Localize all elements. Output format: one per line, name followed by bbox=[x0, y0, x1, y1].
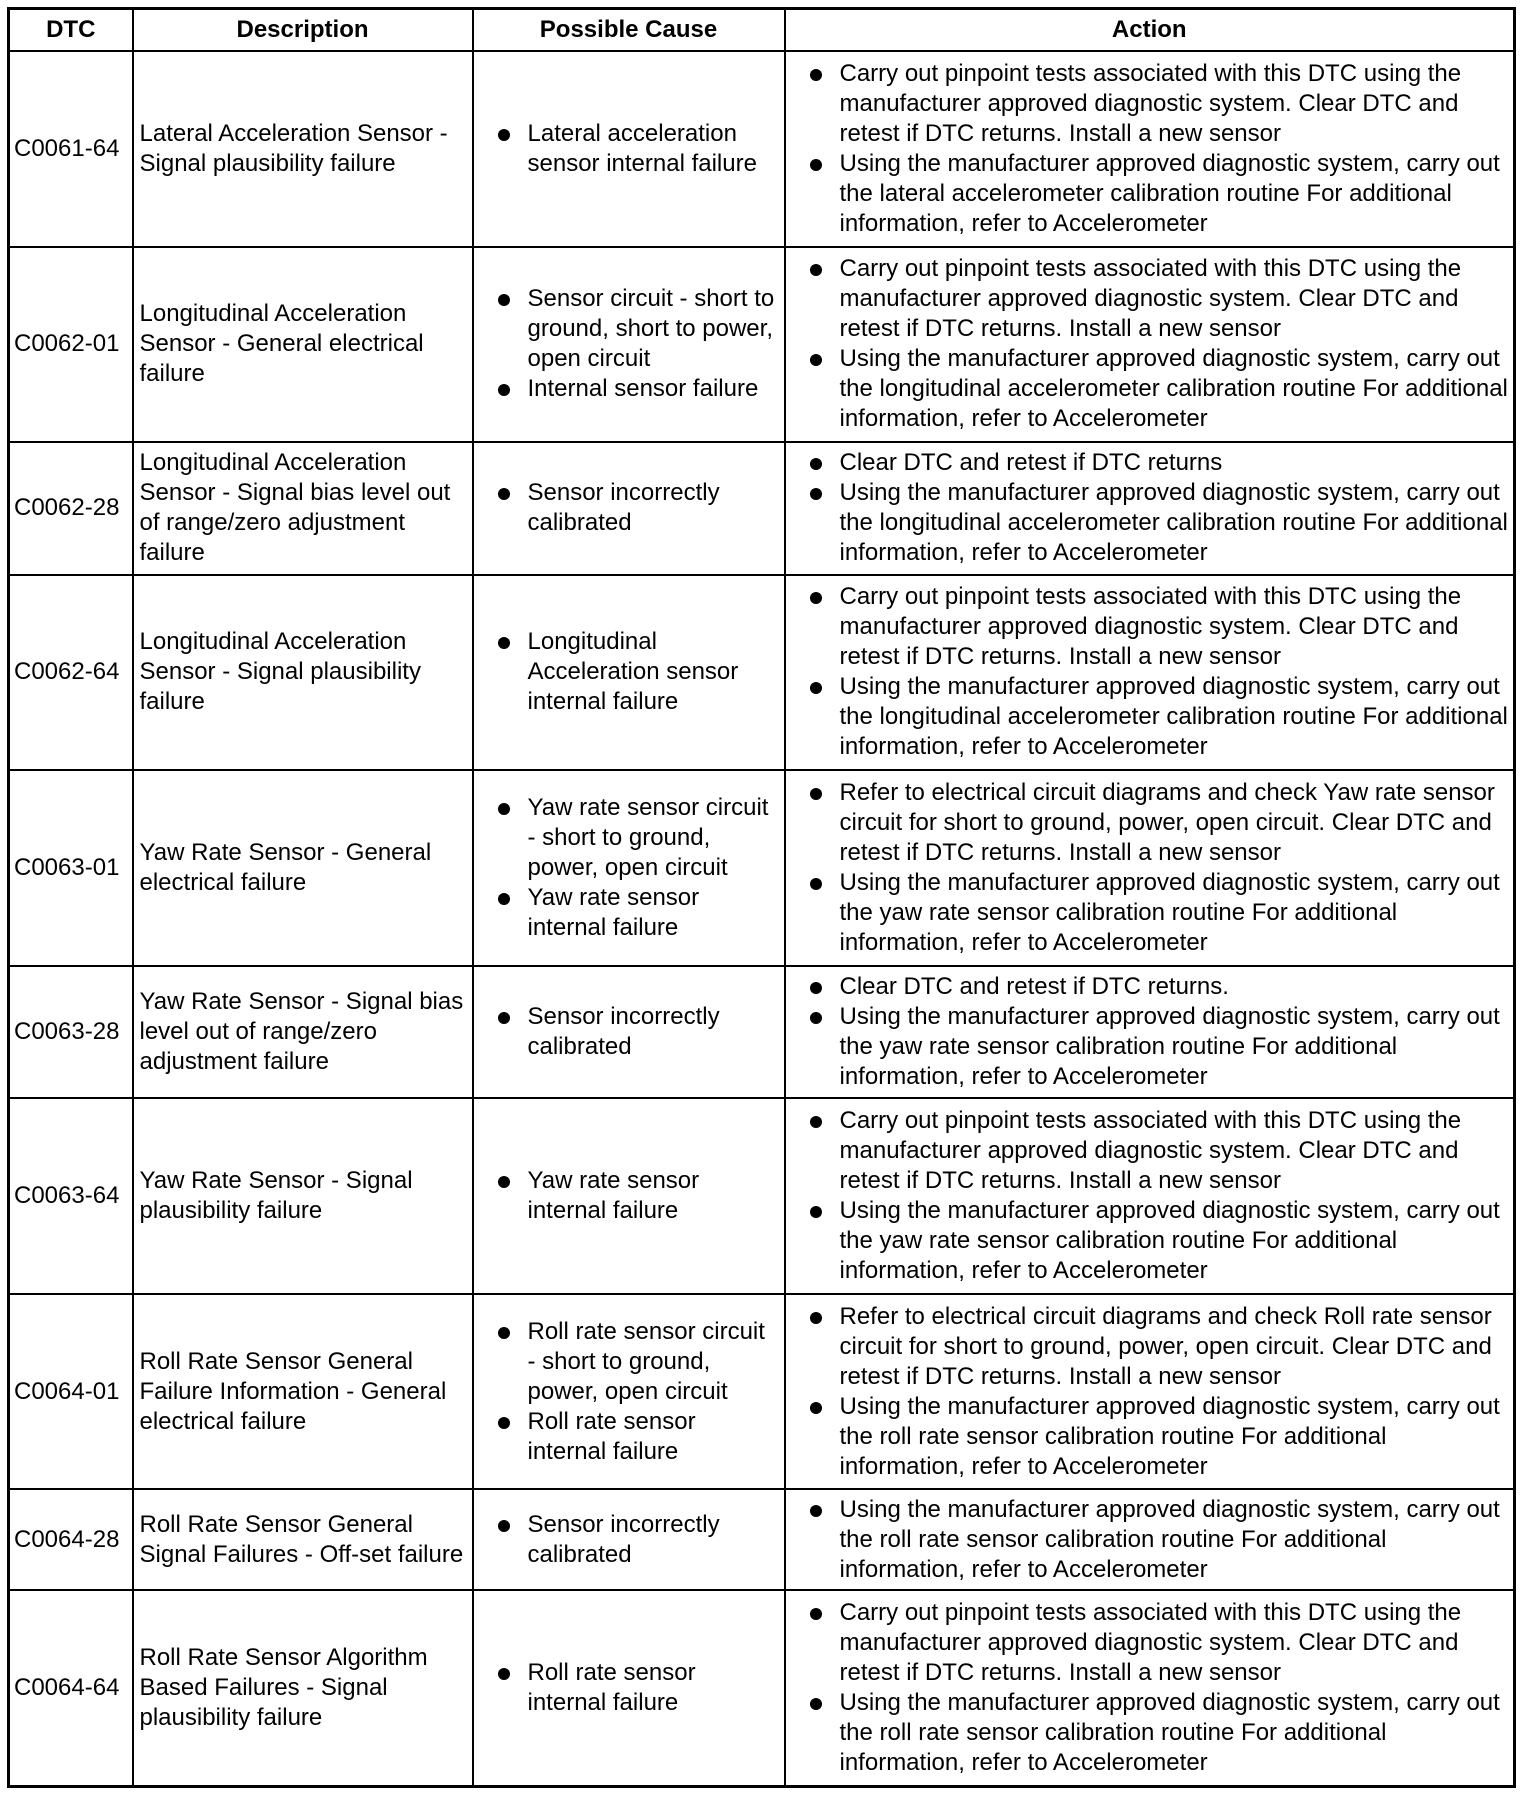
dtc-code: C0064-28 bbox=[9, 1489, 133, 1590]
table-body bbox=[9, 51, 1515, 1787]
action-item: Refer to electrical circuit diagrams and check Roll rate sensor circuit for short to ground, power, open circuit. Clear DTC and retest if DTC returns. Install a new sensor bbox=[808, 1302, 1510, 1392]
dtc-description: Yaw Rate Sensor - Signal bias level out of range/zero adjustment failure bbox=[133, 966, 473, 1098]
possible-cause-item: Sensor circuit - short to ground, short to power, open circuit bbox=[496, 284, 780, 374]
action-cell bbox=[785, 442, 1515, 574]
action-cell bbox=[785, 247, 1515, 443]
dtc-description: Longitudinal Acceleration Sensor - General electrical failure bbox=[133, 247, 473, 443]
action-list bbox=[808, 1598, 1510, 1778]
possible-cause-cell bbox=[473, 1098, 785, 1294]
possible-cause-item: Yaw rate sensor circuit - short to ground, power, open circuit bbox=[496, 793, 780, 883]
table-row bbox=[9, 966, 1515, 1098]
possible-cause-cell bbox=[473, 1590, 785, 1786]
dtc-code: C0064-64 bbox=[9, 1590, 133, 1786]
header-description: Description bbox=[133, 9, 473, 52]
possible-cause-cell bbox=[473, 247, 785, 443]
possible-cause-list bbox=[496, 1002, 780, 1062]
possible-cause-list bbox=[496, 284, 780, 404]
table-row bbox=[9, 51, 1515, 247]
action-item: Using the manufacturer approved diagnostic system, carry out the longitudinal accelerometer calibration routine For additional information, refer to Accelerometer bbox=[808, 672, 1510, 762]
possible-cause-cell bbox=[473, 442, 785, 574]
table-row bbox=[9, 1489, 1515, 1590]
action-list bbox=[808, 1302, 1510, 1482]
action-list bbox=[808, 254, 1510, 434]
action-item: Using the manufacturer approved diagnostic system, carry out the yaw rate sensor calibration routine For additional information, refer to Accelerometer bbox=[808, 1002, 1510, 1092]
action-cell bbox=[785, 1294, 1515, 1490]
possible-cause-item: Sensor incorrectly calibrated bbox=[496, 1510, 780, 1570]
possible-cause-item: Lateral acceleration sensor internal failure bbox=[496, 119, 780, 179]
dtc-description: Yaw Rate Sensor - General electrical failure bbox=[133, 770, 473, 966]
possible-cause-list bbox=[496, 793, 780, 943]
action-item: Carry out pinpoint tests associated with this DTC using the manufacturer approved diagnostic system. Clear DTC and retest if DTC returns. Install a new sensor bbox=[808, 1106, 1510, 1196]
table-row bbox=[9, 1294, 1515, 1490]
possible-cause-cell bbox=[473, 575, 785, 771]
possible-cause-item: Internal sensor failure bbox=[496, 374, 780, 404]
possible-cause-item: Yaw rate sensor internal failure bbox=[496, 1166, 780, 1226]
dtc-description: Roll Rate Sensor Algorithm Based Failures - Signal plausibility failure bbox=[133, 1590, 473, 1786]
table-row bbox=[9, 247, 1515, 443]
action-list bbox=[808, 59, 1510, 239]
table-row bbox=[9, 442, 1515, 574]
table-row bbox=[9, 1098, 1515, 1294]
possible-cause-item: Sensor incorrectly calibrated bbox=[496, 1002, 780, 1062]
header-possible-cause: Possible Cause bbox=[473, 9, 785, 52]
dtc-code: C0064-01 bbox=[9, 1294, 133, 1490]
header-row bbox=[9, 9, 1515, 52]
dtc-code: C0062-64 bbox=[9, 575, 133, 771]
action-cell bbox=[785, 966, 1515, 1098]
possible-cause-cell bbox=[473, 1294, 785, 1490]
dtc-table bbox=[7, 7, 1516, 1788]
dtc-description: Roll Rate Sensor General Signal Failures - Off-set failure bbox=[133, 1489, 473, 1590]
action-item: Using the manufacturer approved diagnostic system, carry out the yaw rate sensor calibration routine For additional information, refer to Accelerometer bbox=[808, 868, 1510, 958]
action-cell bbox=[785, 770, 1515, 966]
possible-cause-item: Roll rate sensor internal failure bbox=[496, 1658, 780, 1718]
action-item: Using the manufacturer approved diagnostic system, carry out the lateral accelerometer calibration routine For additional information, refer to Accelerometer bbox=[808, 149, 1510, 239]
header-dtc: DTC bbox=[9, 9, 133, 52]
action-item: Carry out pinpoint tests associated with this DTC using the manufacturer approved diagnostic system. Clear DTC and retest if DTC returns. Install a new sensor bbox=[808, 582, 1510, 672]
dtc-code: C0062-28 bbox=[9, 442, 133, 574]
possible-cause-list bbox=[496, 627, 780, 717]
table-row bbox=[9, 1590, 1515, 1786]
possible-cause-list bbox=[496, 1166, 780, 1226]
dtc-description: Roll Rate Sensor General Failure Information - General electrical failure bbox=[133, 1294, 473, 1490]
dtc-description: Yaw Rate Sensor - Signal plausibility failure bbox=[133, 1098, 473, 1294]
possible-cause-list bbox=[496, 119, 780, 179]
dtc-code: C0061-64 bbox=[9, 51, 133, 247]
header-action: Action bbox=[785, 9, 1515, 52]
action-cell bbox=[785, 1489, 1515, 1590]
action-item: Using the manufacturer approved diagnostic system, carry out the roll rate sensor calibration routine For additional information, refer to Accelerometer bbox=[808, 1392, 1510, 1482]
possible-cause-item: Roll rate sensor circuit - short to ground, power, open circuit bbox=[496, 1317, 780, 1407]
possible-cause-list bbox=[496, 478, 780, 538]
dtc-code: C0063-64 bbox=[9, 1098, 133, 1294]
dtc-description: Longitudinal Acceleration Sensor - Signal plausibility failure bbox=[133, 575, 473, 771]
action-item: Carry out pinpoint tests associated with this DTC using the manufacturer approved diagnostic system. Clear DTC and retest if DTC returns. Install a new sensor bbox=[808, 59, 1510, 149]
action-item: Using the manufacturer approved diagnostic system, carry out the longitudinal accelerometer calibration routine For additional information, refer to Accelerometer bbox=[808, 344, 1510, 434]
action-list bbox=[808, 582, 1510, 762]
action-item: Refer to electrical circuit diagrams and check Yaw rate sensor circuit for short to ground, power, open circuit. Clear DTC and retest if DTC returns. Install a new sensor bbox=[808, 778, 1510, 868]
action-list bbox=[808, 972, 1510, 1092]
table-row bbox=[9, 575, 1515, 771]
action-list bbox=[808, 1495, 1510, 1585]
action-item: Carry out pinpoint tests associated with this DTC using the manufacturer approved diagnostic system. Clear DTC and retest if DTC returns. Install a new sensor bbox=[808, 254, 1510, 344]
table-row bbox=[9, 770, 1515, 966]
action-cell bbox=[785, 51, 1515, 247]
dtc-description: Lateral Acceleration Sensor - Signal plausibility failure bbox=[133, 51, 473, 247]
action-cell bbox=[785, 575, 1515, 771]
possible-cause-cell bbox=[473, 770, 785, 966]
possible-cause-list bbox=[496, 1317, 780, 1467]
dtc-description: Longitudinal Acceleration Sensor - Signal bias level out of range/zero adjustment failure bbox=[133, 442, 473, 574]
possible-cause-item: Roll rate sensor internal failure bbox=[496, 1407, 780, 1467]
action-item: Carry out pinpoint tests associated with this DTC using the manufacturer approved diagnostic system. Clear DTC and retest if DTC returns. Install a new sensor bbox=[808, 1598, 1510, 1688]
possible-cause-list bbox=[496, 1510, 780, 1570]
dtc-code: C0063-28 bbox=[9, 966, 133, 1098]
possible-cause-cell bbox=[473, 966, 785, 1098]
possible-cause-cell bbox=[473, 1489, 785, 1590]
action-cell bbox=[785, 1098, 1515, 1294]
action-item: Clear DTC and retest if DTC returns. bbox=[808, 972, 1510, 1002]
action-list bbox=[808, 448, 1510, 568]
action-item: Clear DTC and retest if DTC returns bbox=[808, 448, 1510, 478]
possible-cause-list bbox=[496, 1658, 780, 1718]
action-list bbox=[808, 1106, 1510, 1286]
action-item: Using the manufacturer approved diagnostic system, carry out the yaw rate sensor calibration routine For additional information, refer to Accelerometer bbox=[808, 1196, 1510, 1286]
action-item: Using the manufacturer approved diagnostic system, carry out the roll rate sensor calibration routine For additional information, refer to Accelerometer bbox=[808, 1688, 1510, 1778]
action-item: Using the manufacturer approved diagnostic system, carry out the roll rate sensor calibration routine For additional information, refer to Accelerometer bbox=[808, 1495, 1510, 1585]
possible-cause-item: Longitudinal Acceleration sensor internal failure bbox=[496, 627, 780, 717]
possible-cause-item: Sensor incorrectly calibrated bbox=[496, 478, 780, 538]
action-list bbox=[808, 778, 1510, 958]
possible-cause-cell bbox=[473, 51, 785, 247]
action-item: Using the manufacturer approved diagnostic system, carry out the longitudinal accelerometer calibration routine For additional information, refer to Accelerometer bbox=[808, 478, 1510, 568]
possible-cause-item: Yaw rate sensor internal failure bbox=[496, 883, 780, 943]
action-cell bbox=[785, 1590, 1515, 1786]
dtc-code: C0062-01 bbox=[9, 247, 133, 443]
dtc-code: C0063-01 bbox=[9, 770, 133, 966]
